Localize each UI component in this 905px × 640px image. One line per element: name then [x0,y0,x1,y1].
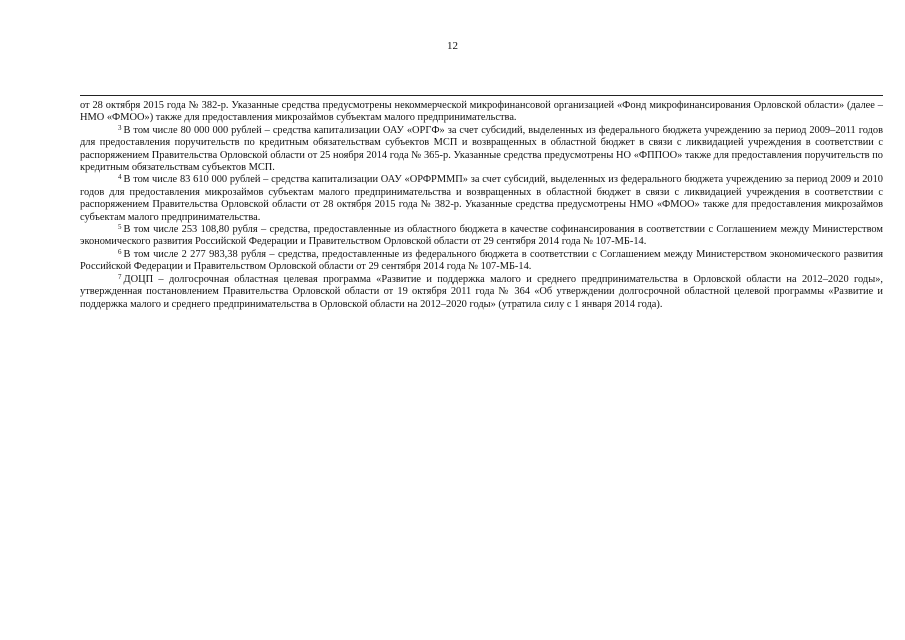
footnote-marker: 5 [118,223,122,232]
page-number: 12 [447,40,458,52]
footnote-6 [80,249,883,274]
footnote-separator [80,95,883,96]
footnote-text: В том числе 2 277 983,38 рубля – средства, предоставленные из федерального бюджета в соответствии с Соглашением между Министерством экономического развития Российской Федерации и Правительством Орловской области от 29 сентября 2014 года № 107-МБ-14. [80,248,883,273]
footnote-text: В том числе 253 108,80 рубля – средства, предоставленные из областного бюджета в качестве софинансирования в соответствии с Соглашением между Министерством экономического развития Российской Федерации и Правительством Орловской области от 29 сентября 2014 года № 107-МБ-14. [80,224,883,248]
footnote-text: В том числе 83 610 000 рублей – средства капитализации ОАУ «ОРФРММП» за счет субсидий, выделенных из федерального бюджета учреждению за период 2009 и 2010 годов для предоставления микрозаймов субъектам малого предпринимательства и возвращенных в областной бюджет в связи с ликвидацией учреждения в соответствии с распоряжением Правительства Орловской области от 28 октября 2015 года № 382-р. Указанные средства предусмотрены НМО «ФМОО» также для предоставления микрозаймов субъектам малого предпринимательства. [80,174,883,223]
footnote-marker: 7 [118,272,122,281]
footnote-text: от 28 октября 2015 года № 382-р. Указанные средства предусмотрены некоммерческой микрофинансовой организацией «Фонд микрофинансирования Орловской области» (далее – НМО «ФМОО») также для предоставления микрозаймов субъектам малого предпринимательства. [80,100,883,124]
footnote-7 [80,274,883,311]
footnote-text: ДОЦП – долгосрочная областная целевая программа «Развитие и поддержка малого и среднего предпринимательства в Орловской области на 2012–2020 годы», утвержденная постановлением Правительства Орловской области от 19 октября 2011 года № 364 «Об утверждении долгосрочной областной целевой программы «Развитие и поддержка малого и среднего предпринимательства в Орловской области на 2012–2020 годы» (утратила силу с 1 января 2014 года). [80,273,883,310]
footnote-text: В том числе 80 000 000 рублей – средства капитализации ОАУ «ОРГФ» за счет субсидий, выделенных из федерального бюджета учреждению за период 2009–2011 годов для предоставления поручительств по кредитным обязательствам субъектов МСП и возвращенных в областной бюджет в связи с ликвидацией учреждения в соответствии с распоряжением Правительства Орловской области от 25 ноября 2014 года № 365-р. Указанные средства предусмотрены НО «ФППОО» также для предоставления поручительств по кредитным обязательствам субъектов МСП. [80,124,883,174]
footnote-5 [80,224,883,249]
footnote-marker: 4 [118,173,122,182]
footnote-continuation [80,100,883,125]
footnote-3 [80,125,883,175]
footnote-4 [80,174,883,224]
footnote-marker: 6 [118,247,122,256]
footnote-marker: 3 [118,123,122,132]
footnotes [80,100,883,311]
